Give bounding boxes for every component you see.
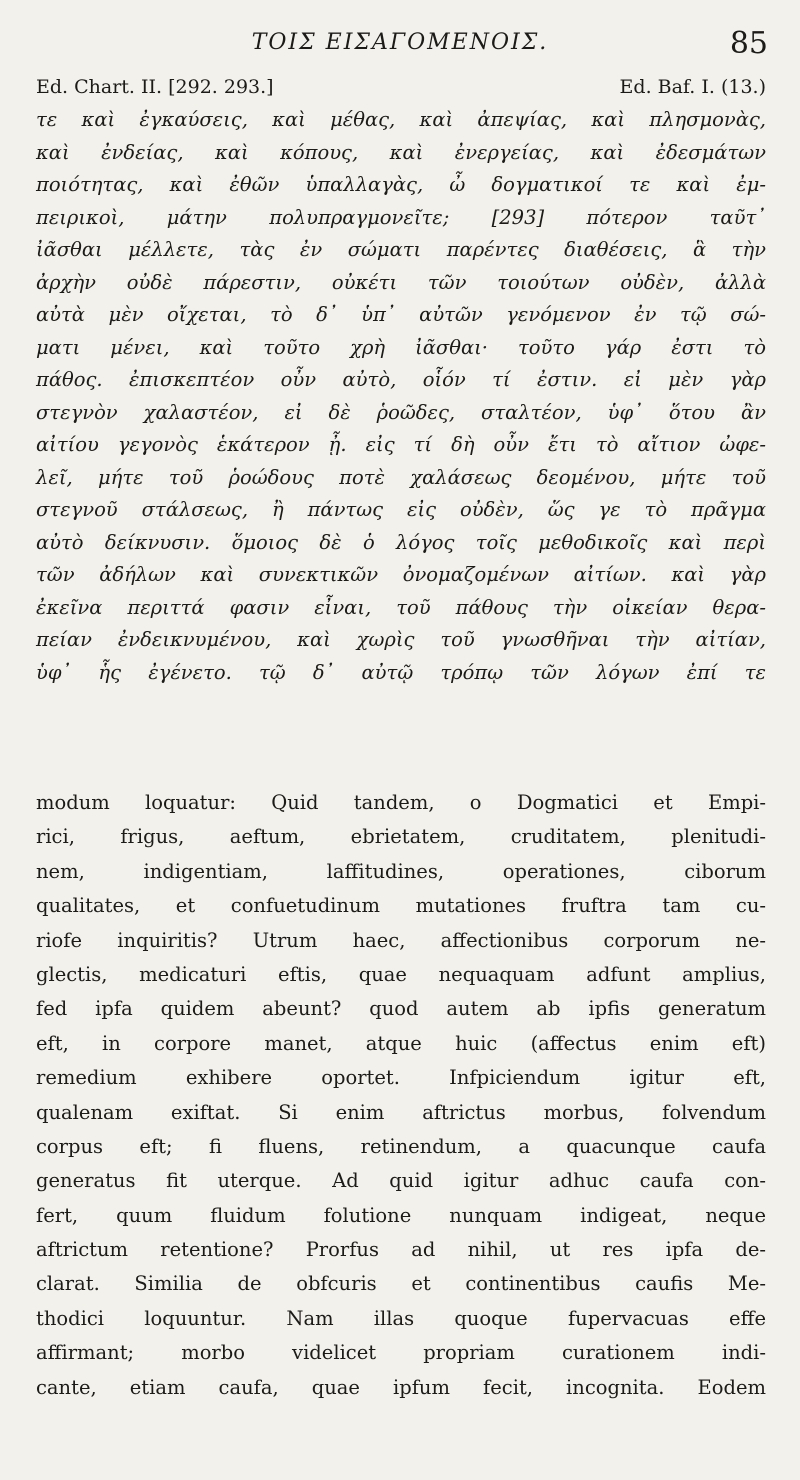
greek-line: ποιότητας, καὶ ἐθῶν ὑπαλλαγὰς, ὦ δογματικοί τε καὶ ἐμ- bbox=[36, 173, 766, 196]
latin-line: aftrictum retentione? Prorfus ad nihil, ut res ipfa de- bbox=[36, 1238, 766, 1262]
running-head bbox=[0, 26, 800, 66]
greek-line: πείαν ἐνδεικνυμένου, καὶ χωρὶς τοῦ γνωσθῆναι τὴν αἰτίαν, bbox=[36, 628, 766, 651]
greek-line: αὐτὰ μὲν οἴχεται, τὸ δ᾽ ὑπ᾽ αὐτῶν γενόμενον ἐν τῷ σώ- bbox=[36, 303, 766, 326]
greek-line: στεγνὸν χαλαστέον, εἰ δὲ ῥοῶδες, σταλτέον, ὑφ᾽ ὅτου ἂν bbox=[36, 400, 766, 424]
latin-line: thodici loquuntur. Nam illas quoque fupervacuas effe bbox=[36, 1306, 766, 1330]
latin-line: riofe inquiritis? Utrum haec, affectionibus corporum ne- bbox=[36, 928, 766, 952]
greek-line: στεγνοῦ στάλσεως, ἢ πάντως εἰς οὐδὲν, ὥς γε τὸ πρᾶγμα bbox=[36, 498, 766, 521]
latin-text-block bbox=[36, 786, 766, 1405]
latin-line: qualenam exiftat. Si enim aftrictus morbus, folvendum bbox=[36, 1100, 766, 1124]
greek-line: τε καὶ ἐγκαύσεις, καὶ μέθας, καὶ ἀπεψίας, καὶ πλησμονὰς, bbox=[36, 108, 766, 131]
greek-line: ματι μένει, καὶ τοῦτο χρὴ ἰᾶσθαι· τοῦτο γάρ ἐστι τὸ bbox=[36, 335, 766, 359]
greek-line: ὑφ᾽ ἧς ἐγένετο. τῷ δ᾽ αὐτῷ τρόπῳ τῶν λόγων ἐπί τε bbox=[36, 660, 766, 684]
latin-line: qualitates, et confuetudinum mutationes fruftra tam cu- bbox=[36, 894, 766, 918]
latin-line: nem, indigentiam, laffitudines, operationes, ciborum bbox=[36, 859, 766, 883]
latin-line: remedium exhibere oportet. Infpiciendum igitur eft, bbox=[36, 1066, 766, 1090]
greek-line: πειρικοὶ, μάτην πολυπραγμονεῖτε; [293] πότερον ταῦτ᾽ bbox=[36, 205, 766, 229]
latin-line: eft, in corpore manet, atque huic (affectus enim eft) bbox=[36, 1031, 766, 1055]
latin-line: affirmant; morbo videlicet propriam curationem indi- bbox=[36, 1341, 766, 1365]
latin-line: rici, frigus, aeftum, ebrietatem, cruditatem, plenitudi- bbox=[36, 825, 766, 849]
greek-line: αἰτίου γεγονὸς ἑκάτερον ᾖ. εἰς τί δὴ οὖν ἔτι τὸ αἴτιον ὠφε- bbox=[36, 433, 766, 456]
latin-line: fert, quum fluidum folutione nunquam indigeat, neque bbox=[36, 1203, 766, 1227]
latin-line: cante, etiam caufa, quae ipfum fecit, incognita. Eodem bbox=[36, 1375, 766, 1399]
latin-line: corpus eft; fi fluens, retinendum, a quacunque caufa bbox=[36, 1134, 766, 1158]
latin-line: clarat. Similia de obfcuris et continentibus caufis Me- bbox=[36, 1272, 766, 1296]
edition-reference-line bbox=[36, 76, 766, 104]
page-number: 85 bbox=[729, 26, 768, 61]
greek-line: τῶν ἀδήλων καὶ συνεκτικῶν ὀνομαζομένων αἰτίων. καὶ γὰρ bbox=[36, 563, 766, 586]
greek-line: ἰᾶσθαι μέλλετε, τὰς ἐν σώματι παρέντες διαθέσεις, ἃ τὴν bbox=[36, 238, 766, 261]
latin-line: generatus fit uterque. Ad quid igitur adhuc caufa con- bbox=[36, 1169, 766, 1193]
greek-line: ἀρχὴν οὐδὲ πάρεστιν, οὐκέτι τῶν τοιούτων οὐδὲν, ἀλλὰ bbox=[36, 270, 766, 294]
greek-line: πάθος. ἐπισκεπτέον οὖν αὐτὸ, οἷόν τί ἐστιν. εἰ μὲν γὰρ bbox=[36, 368, 766, 391]
greek-line: αὐτὸ δείκνυσιν. ὅμοιος δὲ ὁ λόγος τοῖς μεθοδικοῖς καὶ περὶ bbox=[36, 530, 766, 554]
greek-text-block bbox=[36, 104, 766, 689]
running-title: ΤΟΙΣ ΕΙΣΑΓΟΜΕΝΟΙΣ. bbox=[251, 30, 549, 55]
edition-basel-reference: Ed. Baf. I. (13.) bbox=[619, 76, 766, 98]
greek-line: καὶ ἐνδείας, καὶ κόπους, καὶ ἐνεργείας, καὶ ἐδεσμάτων bbox=[36, 140, 766, 164]
greek-line: λεῖ, μήτε τοῦ ῥοώδους ποτὲ χαλάσεως δεομένου, μήτε τοῦ bbox=[36, 465, 766, 489]
greek-line: ἐκεῖνα περιττά φασιν εἶναι, τοῦ πάθους τὴν οἰκείαν θερα- bbox=[36, 595, 766, 619]
latin-line: glectis, medicaturi eftis, quae nequaquam adfunt amplius, bbox=[36, 962, 766, 986]
edition-chart-reference: Ed. Chart. II. [292. 293.] bbox=[36, 76, 274, 98]
latin-line: modum loquatur: Quid tandem, o Dogmatici et Empi- bbox=[36, 791, 766, 814]
latin-line: fed ipfa quidem abeunt? quod autem ab ipfis generatum bbox=[36, 997, 766, 1021]
